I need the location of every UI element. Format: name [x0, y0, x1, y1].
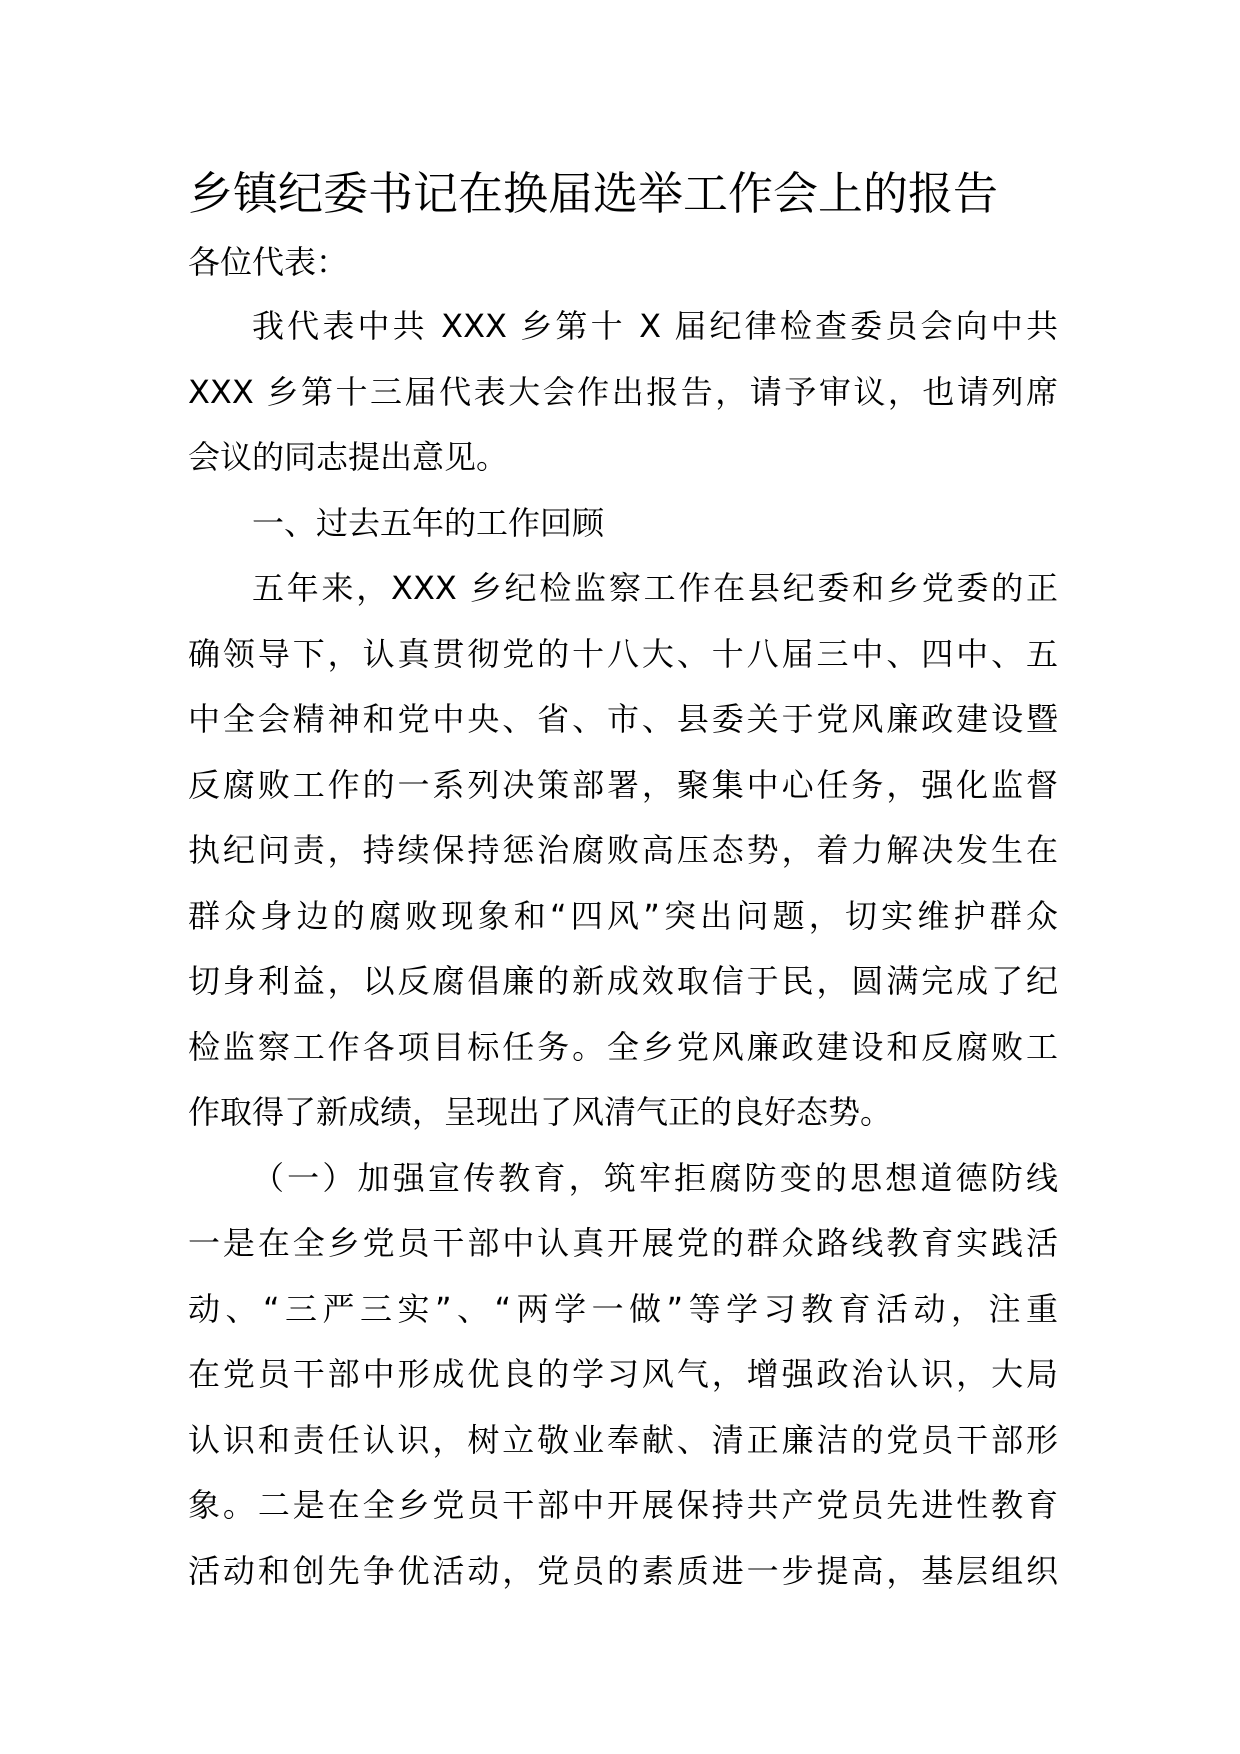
- body-line: 活动和创先争优活动，党员的素质进一步提高，基层组织: [188, 1551, 1058, 1590]
- body-line: 确领导下，认真贯彻党的十八大、十八届三中、四中、五: [188, 634, 1058, 673]
- body-line: 检监察工作各项目标任务。全乡党风廉政建设和反腐败工: [188, 1027, 1058, 1066]
- body-line: （一）加强宣传教育，筑牢拒腐防变的思想道德防线: [252, 1158, 1058, 1197]
- body-line: 一、过去五年的工作回顾: [252, 503, 605, 542]
- body-line: 作取得了新成绩，呈现出了风清气正的良好态势。: [188, 1093, 893, 1131]
- report-body: [188, 294, 1058, 1604]
- body-line: 切身利益，以反腐倡廉的新成效取信于民，圆满完成了纪: [188, 962, 1058, 1000]
- body-line: 执纪问责，持续保持惩治腐败高压态势，着力解决发生在: [188, 831, 1058, 869]
- salutation: 各位代表：: [188, 243, 349, 281]
- body-line: 群众身边的腐败现象和“四风”突出问题，切实维护群众: [188, 896, 1058, 935]
- body-line: 反腐败工作的一系列决策部署，聚集中心任务，强化监督: [188, 765, 1058, 804]
- body-line: 我代表中共 XXX 乡第十 X 届纪律检查委员会向中共: [252, 307, 1058, 345]
- body-line: XXX 乡第十三届代表大会作出报告，请予审议，也请列席: [188, 372, 1058, 411]
- body-line: 认识和责任认识，树立敬业奉献、清正廉洁的党员干部形: [188, 1420, 1058, 1459]
- document-title: 乡镇纪委书记在换届选举工作会上的报告: [188, 167, 999, 220]
- document-page: [188, 158, 1058, 1604]
- body-line: 在党员干部中形成优良的学习风气，增强政治认识，大局: [188, 1355, 1058, 1393]
- body-line: 一是在全乡党员干部中认真开展党的群众路线教育实践活: [188, 1224, 1058, 1262]
- body-line: 象。二是在全乡党员干部中开展保持共产党员先进性教育: [188, 1486, 1058, 1524]
- body-line: 会议的同志提出意见。: [188, 438, 509, 476]
- body-line: 五年来，XXX 乡纪检监察工作在县纪委和乡党委的正: [252, 569, 1058, 607]
- body-line: 动、“三严三实”、“两学一做”等学习教育活动，注重: [188, 1289, 1058, 1328]
- body-line: 中全会精神和党中央、省、市、县委关于党风廉政建设暨: [188, 700, 1058, 738]
